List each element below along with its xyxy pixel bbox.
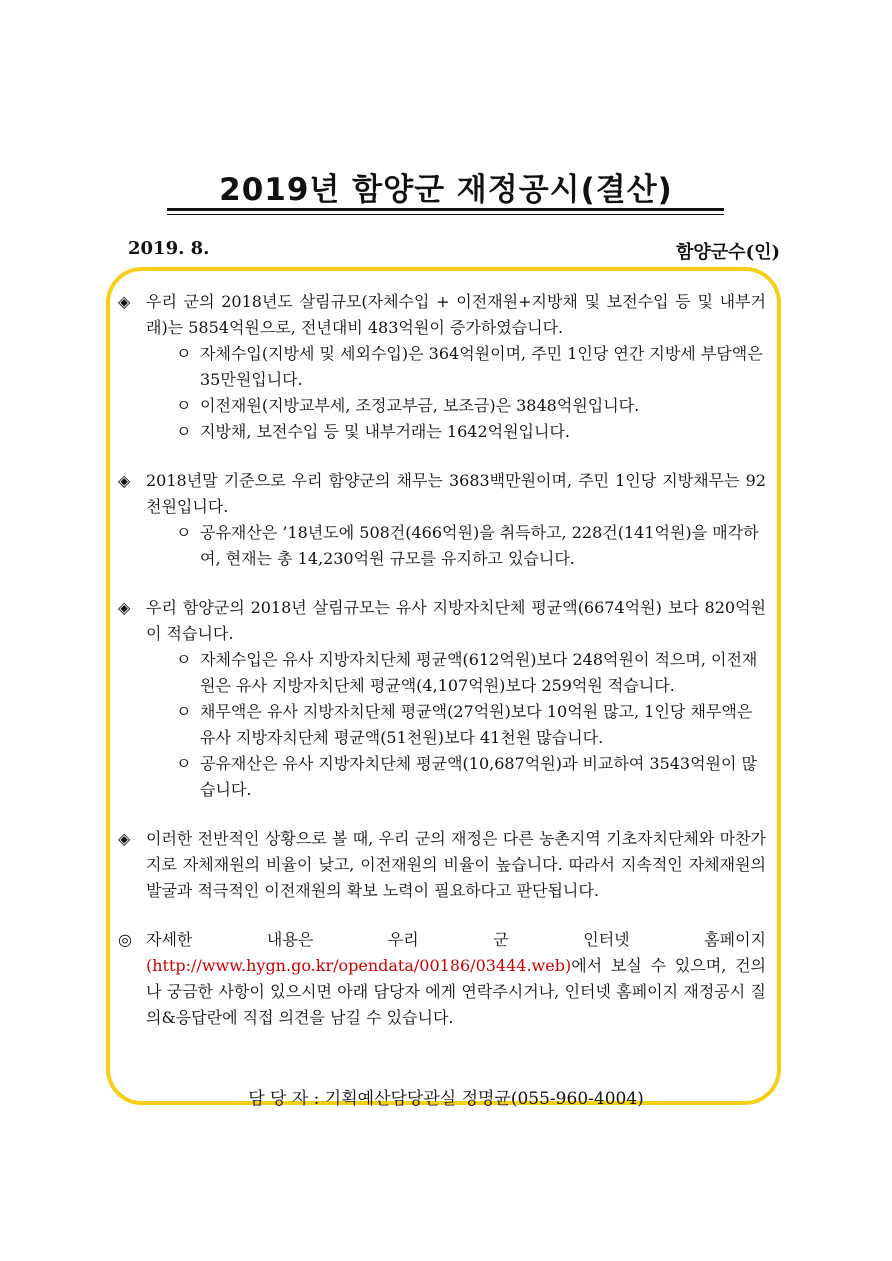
section-budget [118,289,766,445]
section-text: 우리 군의 2018년도 살림규모(자체수입 + 이전재원+지방채 및 보전수입 등 및 내부거래)는 5854억원으로, 전년대비 483억원이 증가하였습니다. [146,292,766,337]
title-underline-thin [167,214,724,215]
sub-item [146,341,766,393]
circle-bullet-icon: ㅇ [176,396,192,415]
sub-item [146,647,766,699]
contact-info: 담 당 자 : 기획예산담당관실 정명균(055-960-4004) [248,1089,644,1109]
title-underline-thick [167,208,724,211]
circle-bullet-icon: ㅇ [176,650,192,669]
circle-bullet-icon: ㅇ [176,344,192,363]
sub-item [146,751,766,803]
sub-item-text: 공유재산은 유사 지방자치단체 평균액(10,687억원)과 비교하여 3543억원이 많습니다. [200,754,758,799]
sub-item-text: 자체수입은 유사 지방자치단체 평균액(612억원)보다 248억원이 적으며, 이전재원은 유사 지방자치단체 평균액(4,107억원)보다 259억원 적습니다. [200,650,758,695]
sub-item-text: 채무액은 유사 지방자치단체 평균액(27억원)보다 10억원 많고, 1인당 채무액은 유사 지방자치단체 평균액(51천원)보다 41천원 많습니다. [200,702,753,747]
section-text: 우리 함양군의 2018년 살림규모는 유사 지방자치단체 평균액(6674억원) 보다 820억원이 적습니다. [146,598,766,643]
section-text: 이러한 전반적인 상황으로 볼 때, 우리 군의 재정은 다른 농촌지역 기초자치단체와 마찬가지로 자체재원의 비율이 낮고, 이전재원의 비율이 높습니다. 따라서 지속적인 자체재원의 발굴과 적극적인 이전재원의 확보 노력이 필요하다고 판단됩니다. [146,829,766,900]
sub-item-text: 공유재산은 ’18년도에 508건(466억원)을 취득하고, 228건(141억원)을 매각하여, 현재는 총 14,230억원 규모를 유지하고 있습니다. [200,523,759,568]
homepage-link[interactable]: (http://www.hygn.go.kr/opendata/00186/03444.web) [146,956,572,975]
double-circle-bullet-icon: ◎ [118,930,132,949]
sub-item [146,699,766,751]
sub-item [146,419,766,445]
signature: 함양군수(인) [676,242,780,263]
circle-bullet-icon: ㅇ [176,422,192,441]
note-prefix: 자세한 내용은 우리 군 인터넷 홈페이지 [146,930,766,949]
section-summary [118,826,766,904]
note-suffix: 에서 보실 수 있으며, 건의나 궁금한 사항이 있으시면 아래 담당자 에게 연락주시거나, 인터넷 홈페이지 재정공시 질의&응답란에 직접 의견을 남길 수 있습니다. [146,956,766,1027]
note-text [146,927,766,1031]
sub-item-text: 이전재원(지방교부세, 조정교부금, 보조금)은 3848억원입니다. [200,396,640,415]
diamond-bullet-icon: ◈ [118,829,131,848]
circle-bullet-icon: ㅇ [176,523,192,542]
sub-item-text: 지방채, 보전수입 등 및 내부거래는 1642억원입니다. [200,422,570,441]
circle-bullet-icon: ㅇ [176,754,192,773]
page-title: 2019년 함양군 재정공시(결산) [219,172,673,208]
section-note [118,927,766,1031]
section-debt [118,468,766,572]
sub-item [146,520,766,572]
sub-item-text: 자체수입(지방세 및 세외수입)은 364억원이며, 주민 1인당 연간 지방세 부담액은 35만원입니다. [200,344,763,389]
diamond-bullet-icon: ◈ [118,292,131,311]
diamond-bullet-icon: ◈ [118,598,131,617]
section-text: 2018년말 기준으로 우리 함양군의 채무는 3683백만원이며, 주민 1인당 지방채무는 92천원입니다. [146,471,766,516]
publish-date: 2019. 8. [128,238,210,259]
diamond-bullet-icon: ◈ [118,471,131,490]
content-body [118,289,766,1031]
section-comparison [118,595,766,803]
circle-bullet-icon: ㅇ [176,702,192,721]
sub-item [146,393,766,419]
